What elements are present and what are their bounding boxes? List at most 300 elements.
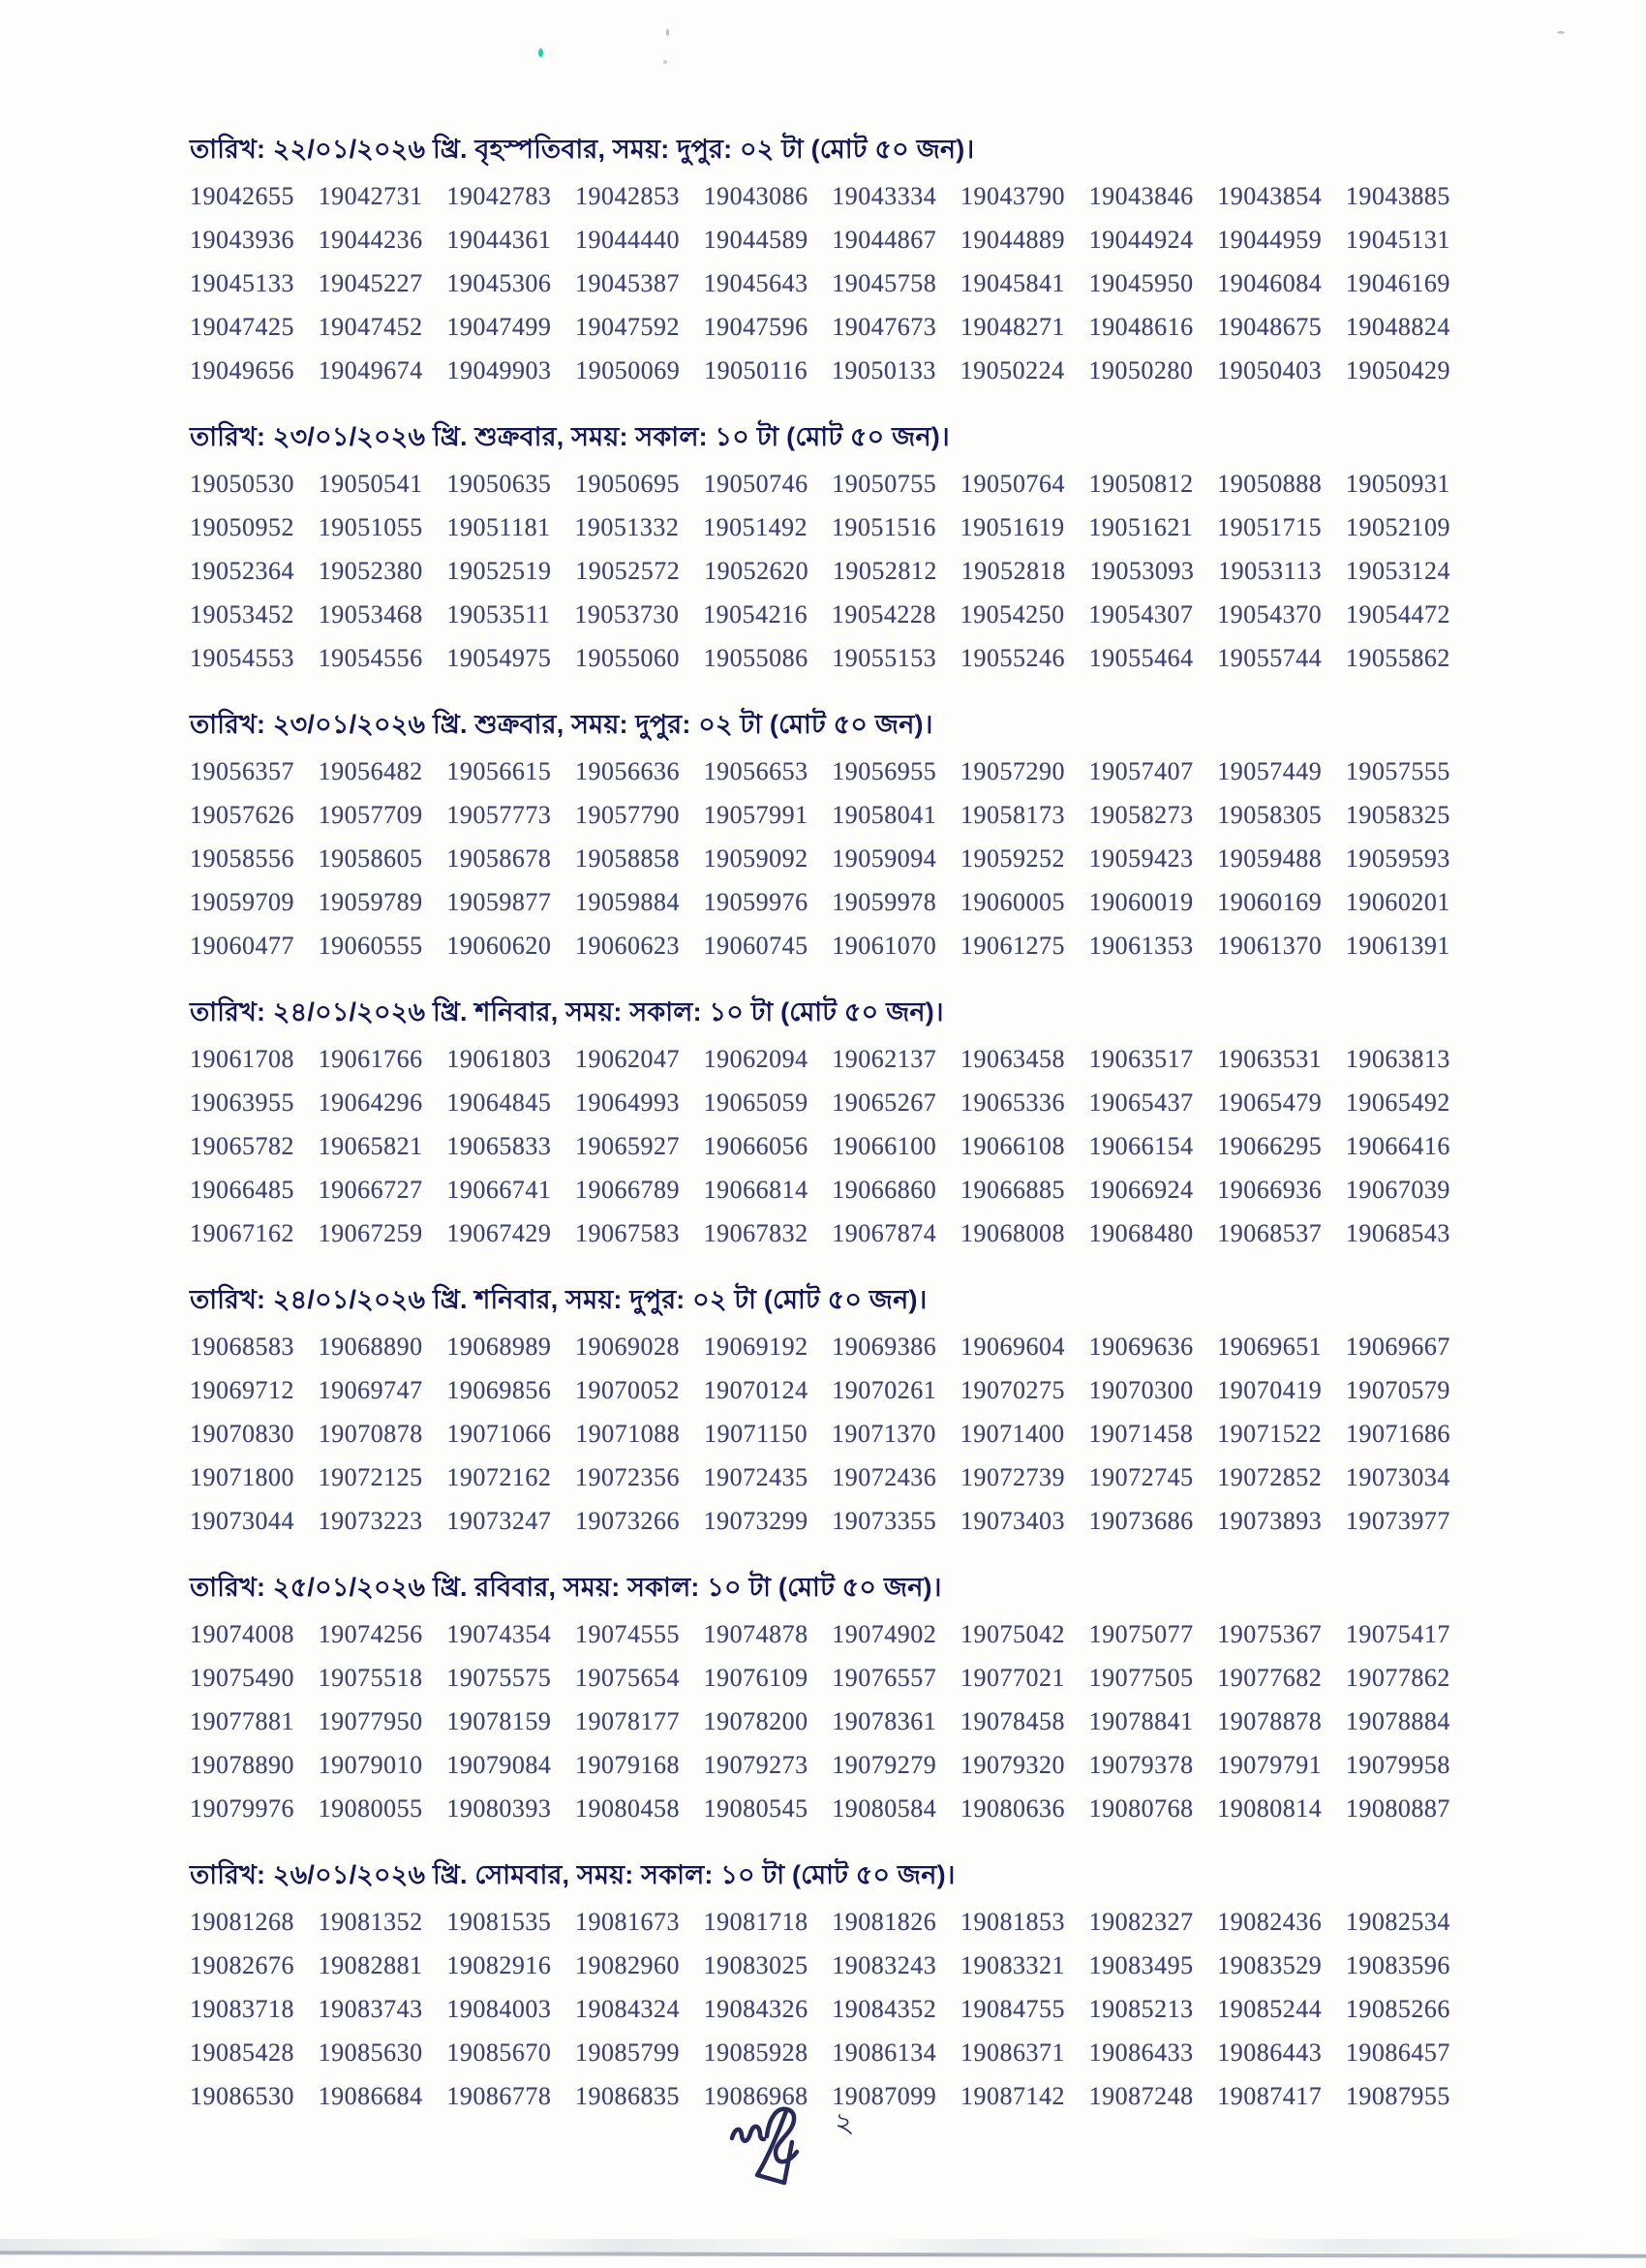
roll-number: 19063531 [1217, 1044, 1323, 1073]
roll-number: 19068008 [960, 1218, 1065, 1247]
roll-number: 19083743 [318, 1994, 423, 2023]
roll-number: 19057407 [1088, 756, 1194, 785]
roll-number: 19058041 [832, 800, 937, 829]
roll-number-row [190, 880, 1450, 924]
roll-number-row [190, 1168, 1450, 1211]
roll-number: 19073686 [1088, 1506, 1194, 1535]
roll-number: 19058678 [446, 843, 552, 873]
roll-number: 19054556 [318, 643, 423, 672]
roll-number: 19066100 [832, 1131, 937, 1160]
section-header: তারিখ: ২৩/০১/২০২৬ খ্রি. শুক্রবার, সময়: দুপুর: ০২ টা (মোট ৫০ জন)। [190, 710, 933, 739]
roll-number: 19080055 [318, 1793, 423, 1823]
roll-number-row [190, 1456, 1450, 1499]
roll-number: 19050224 [960, 355, 1065, 384]
roll-number: 19074256 [318, 1619, 423, 1648]
roll-number: 19063458 [960, 1044, 1065, 1073]
roll-number: 19057555 [1345, 756, 1450, 785]
roll-number: 19044361 [446, 225, 552, 254]
roll-number: 19050403 [1217, 355, 1323, 384]
schedule-section [190, 993, 1450, 1255]
roll-number: 19071458 [1088, 1419, 1194, 1448]
roll-number: 19082436 [1217, 1907, 1323, 1936]
roll-number: 19043334 [832, 181, 937, 210]
roll-number: 19050280 [1088, 355, 1194, 384]
roll-number: 19065927 [574, 1131, 680, 1160]
roll-number: 19086968 [703, 2081, 808, 2110]
roll-number: 19067039 [1345, 1175, 1450, 1204]
schedule-section [190, 417, 1450, 680]
roll-number: 19072436 [832, 1462, 937, 1491]
roll-number: 19043936 [190, 225, 294, 254]
roll-number: 19066814 [703, 1175, 808, 1204]
roll-number: 19058325 [1345, 800, 1450, 829]
roll-number: 19055744 [1217, 643, 1323, 672]
roll-number: 19050746 [703, 469, 808, 498]
roll-number: 19045227 [318, 268, 423, 297]
roll-number: 19048616 [1088, 312, 1194, 341]
roll-number: 19045306 [446, 268, 552, 297]
roll-number: 19046084 [1217, 268, 1323, 297]
roll-number: 19047452 [318, 312, 423, 341]
roll-number: 19054228 [831, 599, 936, 628]
roll-number: 19053452 [190, 599, 294, 628]
signature-icon [724, 2099, 831, 2196]
roll-number: 19073034 [1345, 1462, 1450, 1491]
roll-number: 19073299 [703, 1506, 808, 1535]
roll-number: 19080584 [832, 1793, 937, 1823]
roll-number: 19050931 [1345, 469, 1450, 498]
roll-number: 19045387 [574, 268, 680, 297]
roll-number: 19065833 [446, 1131, 552, 1160]
roll-number: 19059877 [446, 887, 552, 916]
roll-number: 19070300 [1088, 1375, 1194, 1404]
roll-number: 19080887 [1345, 1793, 1450, 1823]
roll-number: 19050695 [574, 469, 680, 498]
roll-number: 19066741 [446, 1175, 552, 1204]
roll-number: 19050541 [318, 469, 423, 498]
roll-number: 19070124 [703, 1375, 808, 1404]
roll-number: 19078884 [1345, 1706, 1450, 1735]
roll-number: 19078878 [1217, 1706, 1323, 1735]
roll-number: 19050635 [446, 469, 552, 498]
roll-number: 19050888 [1217, 469, 1323, 498]
roll-number: 19078200 [703, 1706, 808, 1735]
roll-number: 19079273 [703, 1750, 808, 1779]
roll-number: 19081673 [574, 1907, 680, 1936]
roll-number: 19067874 [832, 1218, 937, 1247]
roll-number: 19059252 [960, 843, 1065, 873]
roll-number: 19072162 [446, 1462, 552, 1491]
roll-number: 19065437 [1088, 1088, 1194, 1117]
roll-number: 19068480 [1088, 1218, 1194, 1247]
roll-number: 19056636 [574, 756, 680, 785]
roll-number: 19053511 [446, 599, 551, 628]
roll-number: 19065782 [190, 1131, 294, 1160]
roll-number: 19070052 [574, 1375, 680, 1404]
roll-number: 19075518 [318, 1663, 423, 1692]
roll-number: 19071522 [1217, 1419, 1323, 1448]
roll-number: 19075367 [1217, 1619, 1323, 1648]
roll-number: 19066295 [1217, 1131, 1323, 1160]
roll-number: 19053468 [318, 599, 423, 628]
roll-number: 19050133 [831, 355, 936, 384]
roll-number: 19045758 [832, 268, 937, 297]
roll-number: 19044236 [318, 225, 423, 254]
roll-number: 19079976 [190, 1793, 294, 1823]
roll-number: 19045133 [190, 268, 294, 297]
roll-number: 19050764 [960, 469, 1065, 498]
roll-number: 19052109 [1345, 512, 1450, 541]
roll-number: 19073044 [190, 1506, 294, 1535]
roll-number: 19080768 [1088, 1793, 1194, 1823]
roll-number: 19074902 [832, 1619, 937, 1648]
roll-number: 19085799 [574, 2038, 680, 2067]
roll-number: 19064993 [574, 1088, 680, 1117]
roll-number-row [190, 1944, 1450, 1987]
roll-number: 19060169 [1217, 887, 1323, 916]
roll-number-row [190, 1081, 1450, 1124]
roll-number: 19086443 [1217, 2038, 1323, 2067]
roll-number: 19084324 [574, 1994, 680, 2023]
roll-number-row [190, 1656, 1450, 1700]
roll-number: 19084352 [832, 1994, 937, 2023]
roll-number: 19058556 [190, 843, 294, 873]
roll-number: 19077862 [1345, 1663, 1450, 1692]
roll-number-row [190, 261, 1450, 305]
roll-number: 19079791 [1217, 1750, 1323, 1779]
roll-number: 19050069 [575, 355, 681, 384]
roll-number-row [190, 1211, 1450, 1255]
roll-number: 19056357 [190, 756, 294, 785]
roll-number: 19086371 [960, 2038, 1065, 2067]
roll-number: 19070419 [1217, 1375, 1323, 1404]
roll-number: 19082881 [318, 1950, 423, 1979]
roll-number: 19070275 [960, 1375, 1065, 1404]
roll-number: 19051492 [703, 512, 808, 541]
roll-number: 19069747 [318, 1375, 423, 1404]
roll-number: 19052818 [960, 556, 1066, 585]
roll-number: 19069636 [1088, 1332, 1194, 1361]
roll-number: 19086835 [574, 2081, 680, 2110]
roll-number-row [190, 636, 1450, 680]
roll-number: 19072435 [703, 1462, 808, 1491]
roll-number: 19074354 [446, 1619, 552, 1648]
roll-number: 19071150 [704, 1419, 808, 1448]
roll-number: 19051332 [574, 512, 680, 541]
roll-number-row [190, 1368, 1450, 1412]
roll-number: 19042731 [318, 181, 423, 210]
roll-number: 19055060 [574, 643, 680, 672]
roll-number: 19058305 [1217, 800, 1323, 829]
roll-number: 19051516 [831, 512, 936, 541]
roll-number: 19080545 [703, 1793, 808, 1823]
roll-number: 19064296 [318, 1088, 423, 1117]
roll-number: 19056955 [832, 756, 937, 785]
roll-number: 19064845 [446, 1088, 552, 1117]
roll-number: 19087955 [1345, 2081, 1450, 2110]
section-header: তারিখ: ২২/০১/২০২৬ খ্রি. বৃহস্পতিবার, সময়: দুপুর: ০২ টা (মোট ৫০ জন)। [190, 135, 975, 164]
roll-number: 19056615 [446, 756, 552, 785]
roll-number-row [190, 1412, 1450, 1456]
roll-number: 19087099 [832, 2081, 937, 2110]
roll-number: 19068989 [446, 1332, 552, 1361]
roll-number: 19065821 [318, 1131, 423, 1160]
roll-number: 19059423 [1088, 843, 1194, 873]
roll-number: 19044867 [832, 225, 937, 254]
roll-number: 19082916 [446, 1950, 552, 1979]
roll-number: 19045841 [960, 268, 1065, 297]
roll-number: 19080458 [574, 1793, 680, 1823]
handwritten-signature [724, 2099, 831, 2196]
roll-number-row [190, 1900, 1450, 1944]
roll-number-row [190, 924, 1450, 967]
roll-number: 19062047 [574, 1044, 680, 1073]
roll-number: 19077950 [318, 1706, 423, 1735]
roll-number: 19061766 [318, 1044, 423, 1073]
roll-number-row [190, 506, 1450, 549]
roll-number: 19081853 [960, 1907, 1065, 1936]
roll-number: 19073223 [318, 1506, 423, 1535]
roll-number: 19054553 [190, 643, 294, 672]
roll-number: 19083495 [1088, 1950, 1194, 1979]
roll-number: 19049656 [190, 355, 294, 384]
roll-number-row [190, 218, 1450, 261]
roll-number: 19084755 [960, 1994, 1065, 2023]
roll-number: 19068583 [190, 1332, 294, 1361]
roll-number: 19052380 [318, 556, 423, 585]
roll-number: 19078361 [832, 1706, 937, 1735]
roll-number-row [190, 1700, 1450, 1743]
roll-number: 19056653 [703, 756, 808, 785]
roll-number: 19086684 [318, 2081, 423, 2110]
roll-number: 19067583 [574, 1218, 680, 1247]
roll-number: 19055246 [960, 643, 1065, 672]
roll-number: 19060201 [1345, 887, 1450, 916]
roll-number: 19057991 [703, 800, 808, 829]
roll-number: 19046169 [1345, 268, 1450, 297]
roll-number: 19071686 [1345, 1419, 1450, 1448]
roll-number: 19052572 [575, 556, 681, 585]
roll-number: 19069651 [1217, 1332, 1323, 1361]
roll-number: 19051619 [960, 512, 1065, 541]
roll-number: 19080814 [1217, 1793, 1323, 1823]
roll-number: 19079010 [318, 1750, 423, 1779]
roll-number: 19068537 [1217, 1218, 1323, 1247]
roll-number: 19087142 [960, 2081, 1065, 2110]
roll-number: 19056482 [318, 756, 423, 785]
roll-number: 19063813 [1345, 1044, 1450, 1073]
roll-number: 19051621 [1088, 512, 1194, 541]
roll-number: 19063955 [190, 1088, 294, 1117]
roll-number: 19081718 [703, 1907, 808, 1936]
roll-number: 19066154 [1088, 1131, 1194, 1160]
roll-number: 19087248 [1088, 2081, 1194, 2110]
roll-number: 19074555 [574, 1619, 680, 1648]
roll-number: 19057790 [574, 800, 680, 829]
roll-number: 19072745 [1088, 1462, 1194, 1491]
roll-number: 19069028 [574, 1332, 680, 1361]
roll-number: 19081535 [446, 1907, 552, 1936]
exam-schedule-sections [190, 130, 1450, 2143]
roll-number: 19054307 [1088, 599, 1194, 628]
roll-number: 19060745 [703, 931, 808, 960]
roll-number: 19066789 [574, 1175, 680, 1204]
section-header: তারিখ: ২৪/০১/২০২৬ খ্রি. শনিবার, সময়: দুপুর: ০২ টা (মোট ৫০ জন)। [190, 1285, 928, 1314]
roll-number: 19079084 [446, 1750, 552, 1779]
roll-number: 19071088 [575, 1419, 681, 1448]
section-header: তারিখ: ২৪/০১/২০২৬ খ্রি. শনিবার, সময়: সকাল: ১০ টা (মোট ৫০ জন)। [190, 997, 944, 1027]
roll-number: 19066936 [1217, 1175, 1323, 1204]
roll-number: 19086433 [1088, 2038, 1194, 2067]
roll-number: 19047673 [832, 312, 937, 341]
roll-number: 19075575 [446, 1663, 552, 1692]
roll-number: 19085266 [1345, 1994, 1450, 2023]
roll-number: 19083243 [832, 1950, 937, 1979]
roll-number-row [190, 750, 1450, 793]
roll-number: 19054472 [1345, 599, 1450, 628]
roll-number: 19057290 [960, 756, 1065, 785]
roll-number: 19070878 [318, 1419, 423, 1448]
roll-number: 19057449 [1217, 756, 1323, 785]
roll-number: 19065492 [1345, 1088, 1450, 1117]
roll-number: 19077682 [1217, 1663, 1323, 1692]
roll-number: 19066924 [1088, 1175, 1194, 1204]
roll-number: 19047425 [190, 312, 294, 341]
roll-number: 19044589 [703, 225, 808, 254]
scan-speck [1557, 31, 1565, 34]
roll-number: 19075654 [574, 1663, 680, 1692]
roll-number-row [190, 1499, 1450, 1543]
roll-number: 19078159 [446, 1706, 552, 1735]
roll-number: 19048675 [1217, 312, 1323, 341]
roll-number: 19051715 [1217, 512, 1323, 541]
roll-number: 19075417 [1345, 1619, 1450, 1648]
roll-number: 19076557 [832, 1663, 937, 1692]
roll-number: 19080636 [960, 1793, 1065, 1823]
roll-number: 19055153 [832, 643, 937, 672]
roll-number: 19043846 [1088, 181, 1194, 210]
roll-number: 19077881 [190, 1706, 294, 1735]
roll-number: 19058173 [960, 800, 1065, 829]
roll-number: 19072125 [318, 1462, 423, 1491]
roll-number-row [190, 1124, 1450, 1168]
roll-number-row [190, 462, 1450, 506]
roll-number: 19069712 [190, 1375, 294, 1404]
roll-number: 19061070 [832, 931, 937, 960]
roll-number: 19044924 [1088, 225, 1194, 254]
roll-number: 19061275 [960, 931, 1065, 960]
roll-number: 19057773 [446, 800, 552, 829]
roll-number: 19060477 [190, 931, 294, 960]
roll-number: 19080393 [446, 1793, 552, 1823]
roll-number: 19081826 [832, 1907, 937, 1936]
roll-number: 19083596 [1345, 1950, 1450, 1979]
roll-number: 19053113 [1218, 556, 1323, 585]
page-number: ২ [833, 2106, 856, 2140]
roll-number: 19044959 [1217, 225, 1323, 254]
roll-number: 19066056 [703, 1131, 808, 1160]
roll-number: 19071066 [446, 1419, 552, 1448]
roll-number: 19044440 [574, 225, 680, 254]
scan-speck [666, 29, 669, 36]
roll-number: 19073403 [960, 1506, 1065, 1535]
roll-number: 19083529 [1217, 1950, 1323, 1979]
roll-number: 19060620 [446, 931, 552, 960]
roll-number: 19060623 [574, 931, 680, 960]
roll-number: 19065267 [832, 1088, 937, 1117]
roll-number: 19078177 [574, 1706, 680, 1735]
roll-number: 19065336 [960, 1088, 1065, 1117]
roll-number: 19058273 [1088, 800, 1194, 829]
roll-number: 19067259 [318, 1218, 423, 1247]
roll-number: 19049903 [446, 355, 552, 384]
roll-number: 19042655 [190, 181, 294, 210]
roll-number: 19072852 [1217, 1462, 1323, 1491]
roll-number: 19083025 [703, 1950, 808, 1979]
roll-number-row [190, 1037, 1450, 1081]
roll-number: 19077505 [1088, 1663, 1194, 1692]
roll-number-row [190, 349, 1450, 392]
roll-number: 19086778 [446, 2081, 552, 2110]
roll-number: 19060019 [1088, 887, 1194, 916]
roll-number: 19085670 [446, 2038, 552, 2067]
schedule-section [190, 1280, 1450, 1543]
roll-number: 19069604 [960, 1332, 1065, 1361]
roll-number: 19065479 [1217, 1088, 1323, 1117]
roll-number: 19047596 [703, 312, 808, 341]
roll-number: 19061391 [1345, 931, 1450, 960]
roll-number: 19079958 [1345, 1750, 1450, 1779]
roll-number: 19059976 [703, 887, 808, 916]
roll-number: 19050116 [704, 355, 808, 384]
roll-number: 19048271 [960, 312, 1065, 341]
roll-number: 19054370 [1217, 599, 1323, 628]
roll-number: 19055086 [703, 643, 808, 672]
roll-number: 19054216 [703, 599, 808, 628]
roll-number-row [190, 305, 1450, 349]
roll-number: 19061708 [190, 1044, 294, 1073]
scan-speck [663, 60, 667, 64]
roll-number: 19072356 [574, 1462, 680, 1491]
roll-number: 19060005 [960, 887, 1065, 916]
roll-number: 19082676 [190, 1950, 294, 1979]
roll-number: 19051055 [318, 512, 423, 541]
roll-number: 19066416 [1345, 1131, 1450, 1160]
roll-number: 19045643 [703, 268, 808, 297]
roll-number: 19055862 [1345, 643, 1450, 672]
roll-number: 19085213 [1088, 1994, 1194, 2023]
roll-number: 19053124 [1345, 556, 1450, 585]
roll-number: 19050530 [190, 469, 294, 498]
roll-number: 19059978 [832, 887, 937, 916]
roll-number-row [190, 1743, 1450, 1787]
roll-number: 19074008 [190, 1619, 294, 1648]
roll-number: 19083718 [190, 1994, 294, 2023]
roll-number: 19043790 [960, 181, 1065, 210]
roll-number: 19085244 [1217, 1994, 1323, 2023]
roll-number: 19052364 [190, 556, 294, 585]
roll-number: 19052519 [446, 556, 552, 585]
roll-number-row [190, 1325, 1450, 1368]
roll-number: 19057626 [190, 800, 294, 829]
roll-number: 19078841 [1088, 1706, 1194, 1735]
roll-number: 19061803 [446, 1044, 552, 1073]
roll-number: 19054250 [960, 599, 1065, 628]
roll-number: 19082534 [1345, 1907, 1450, 1936]
roll-number: 19081352 [318, 1907, 423, 1936]
roll-number: 19084003 [446, 1994, 552, 2023]
roll-number: 19079279 [832, 1750, 937, 1779]
